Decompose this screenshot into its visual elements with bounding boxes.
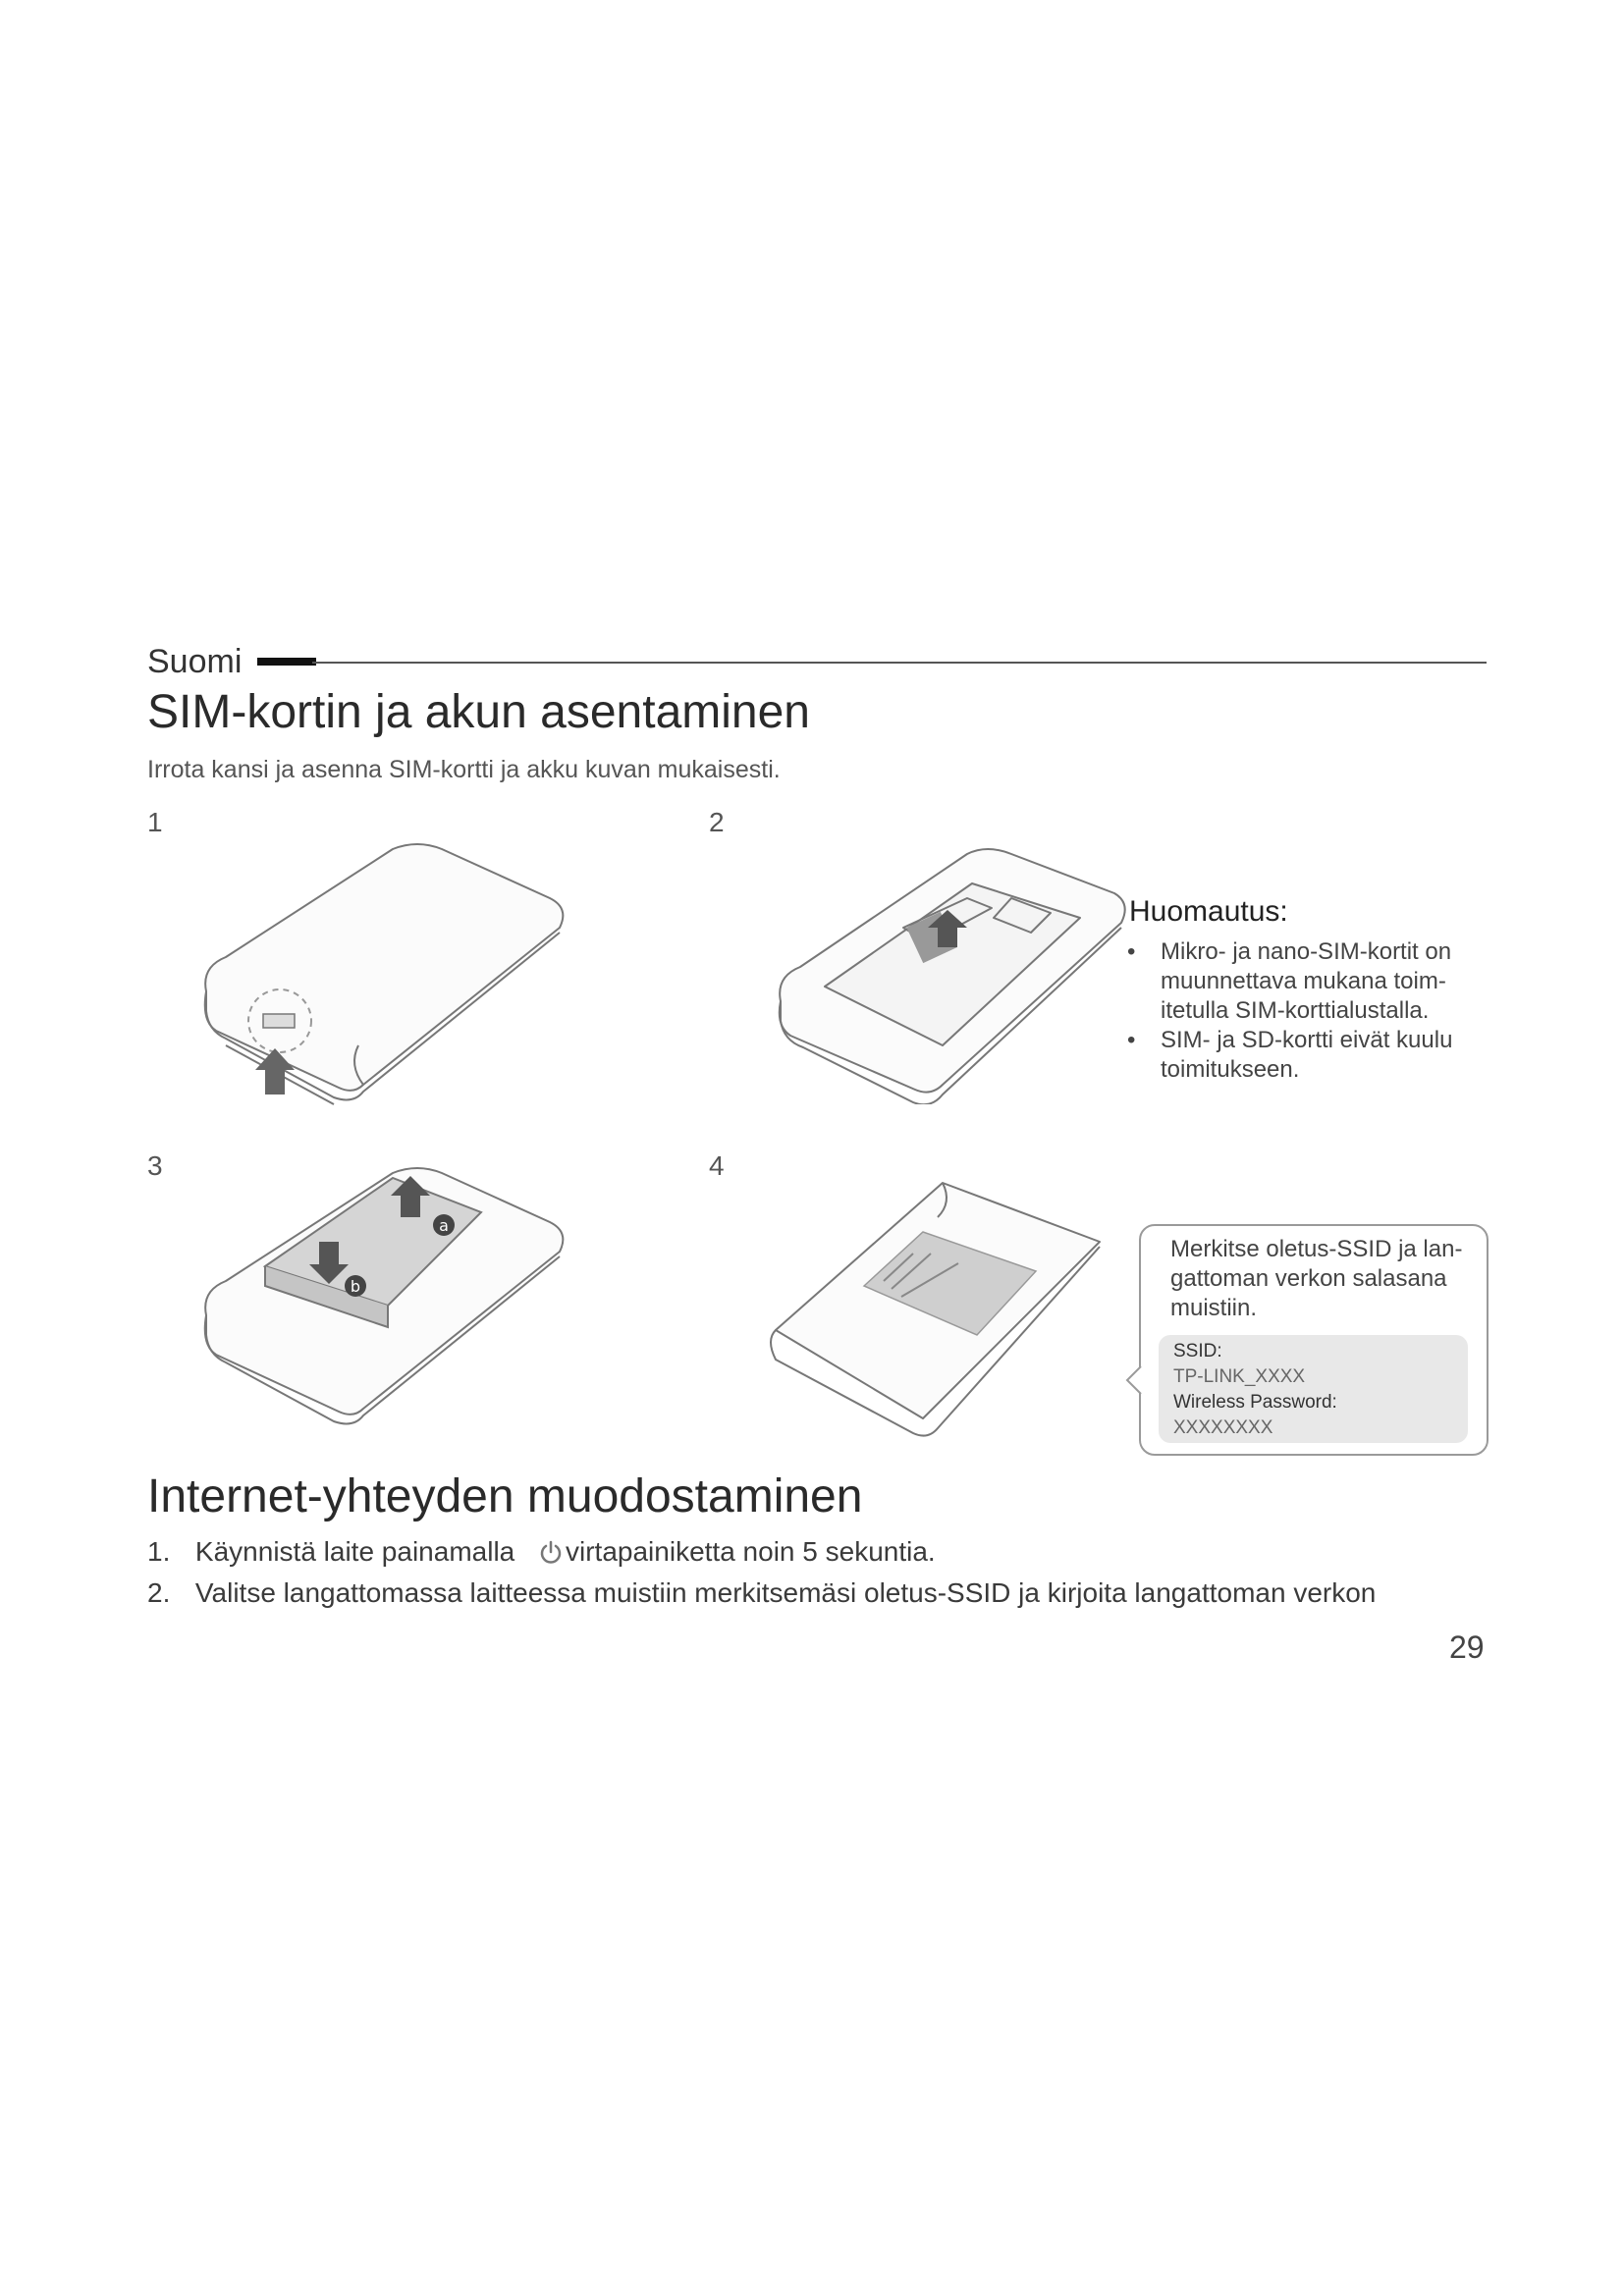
- illustration-device-closed: [187, 834, 579, 1109]
- list-text: Käynnistä laite painamalla: [194, 1536, 515, 1567]
- illustration-sim-insert: [766, 839, 1139, 1104]
- illustration-cover-label: [766, 1173, 1139, 1448]
- note-title: Huomautus:: [1129, 895, 1288, 928]
- power-icon: [538, 1539, 564, 1565]
- language-label: Suomi: [147, 643, 243, 680]
- label-b: b: [350, 1277, 361, 1296]
- header-rule: [312, 662, 1487, 664]
- section-title-internet: Internet-yhteyden muodostaminen: [147, 1470, 863, 1522]
- page-number: 29: [1449, 1629, 1485, 1665]
- list-number: 1.: [147, 1536, 171, 1567]
- callout-text: Merkitse oletus-SSID ja lan-gattoman verkon salasana muistiin.: [1170, 1236, 1463, 1321]
- password-value: XXXXXXXX: [1173, 1417, 1273, 1438]
- illustration-battery-insert: [187, 1158, 579, 1433]
- header-rule-accent: [257, 658, 316, 666]
- section-intro: Irrota kansi ja asenna SIM-kortti ja akku kuvan mukaisesti.: [147, 756, 781, 783]
- ssid-value: TP-LINK_XXXX: [1173, 1366, 1306, 1387]
- note-item: • Mikro- ja nano-SIM-kortit on muunnettava mukana toim-itetulla SIM-korttialustalla.: [1121, 937, 1494, 1026]
- list-text: Valitse langattomassa laitteessa muistiin merkitsemäsi oletus-SSID ja kirjoita langattoman verkon: [194, 1577, 1377, 1608]
- callout-pointer: [1125, 1366, 1143, 1394]
- note-list: [1121, 937, 1494, 1085]
- label-a: a: [439, 1216, 449, 1235]
- step-number-3: 3: [147, 1150, 163, 1181]
- step-number-1: 1: [147, 807, 163, 837]
- list-item: [147, 1577, 1502, 1609]
- password-label: Wireless Password:: [1173, 1392, 1337, 1413]
- ssid-label: SSID:: [1173, 1341, 1222, 1362]
- note-item: • SIM- ja SD-kortti eivät kuulu toimitukseen.: [1121, 1026, 1494, 1085]
- step-number-4: 4: [709, 1150, 725, 1181]
- section-title-sim: SIM-kortin ja akun asentaminen: [147, 686, 810, 738]
- step-number-2: 2: [709, 807, 725, 837]
- list-item: [147, 1536, 1502, 1568]
- list-text: virtapainiketta noin 5 sekuntia.: [566, 1536, 936, 1567]
- list-number: 2.: [147, 1577, 171, 1608]
